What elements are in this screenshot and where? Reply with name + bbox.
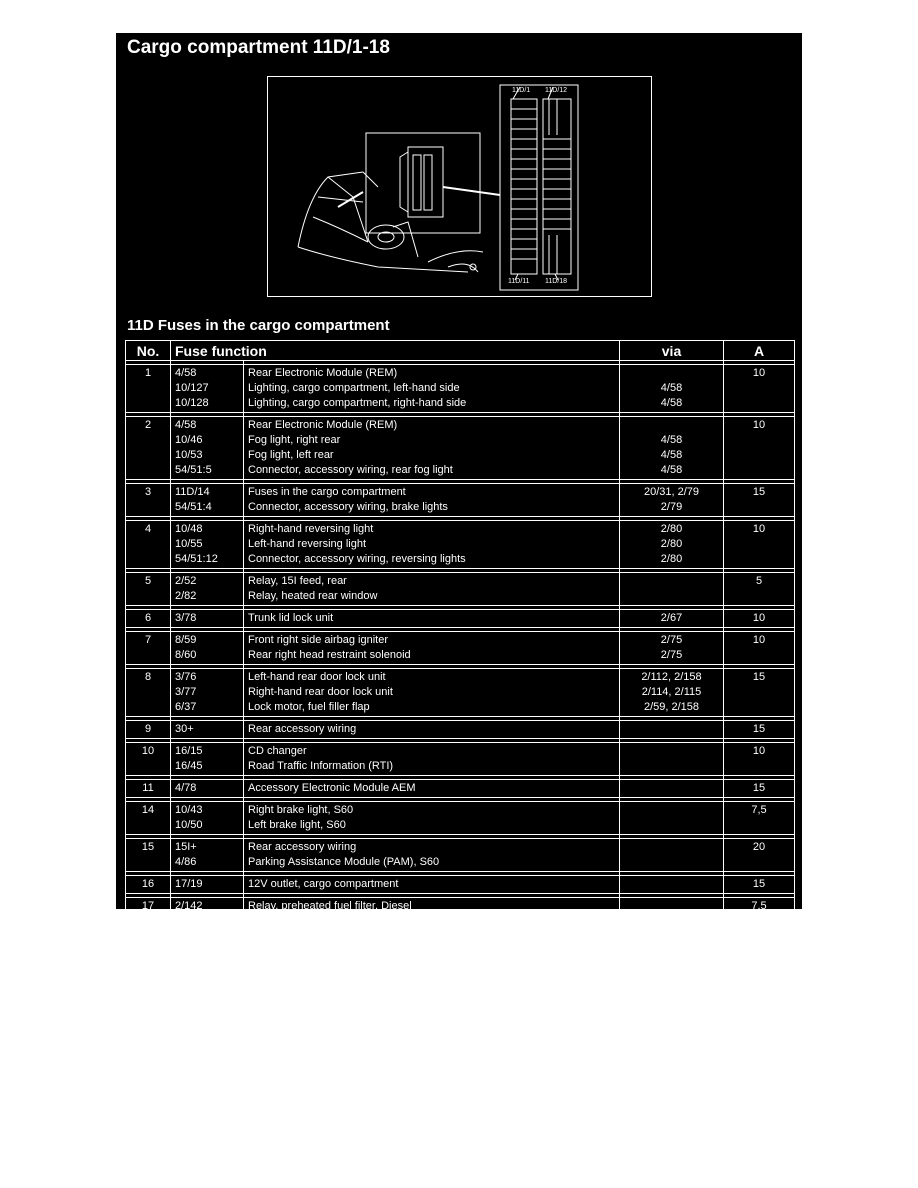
component-code: 3/76 [175, 671, 197, 683]
via-value [624, 744, 719, 759]
table-row [126, 721, 795, 739]
component-codes [171, 484, 244, 517]
via-values [620, 417, 724, 480]
component-code: 10/55 [175, 538, 203, 550]
via-value: 2/59, 2/158 [643, 701, 700, 713]
via-value: 2/80 [660, 538, 683, 550]
fuse-box-diagram [267, 76, 652, 297]
table-row [126, 417, 795, 480]
via-values [620, 780, 724, 798]
fuse-number: 7 [126, 632, 171, 665]
fuse-function: Preheated fuel filter, Diesel [248, 937, 380, 949]
amperage: 20 [724, 839, 795, 872]
amperage: 7,5 [724, 898, 795, 931]
table-row [126, 573, 795, 606]
component-code: 17/19 [175, 878, 203, 890]
via-value [624, 877, 719, 892]
amperage: 15 [724, 780, 795, 798]
component-codes [171, 573, 244, 606]
fuse-function: Fog light, right rear [248, 434, 341, 446]
header-fuse-function: Fuse function [171, 341, 620, 361]
fuse-function-descriptions [244, 632, 620, 665]
fuse-function: Road Traffic Information (RTI) [248, 760, 394, 772]
via-value: 20/31, 2/79 [643, 486, 700, 498]
fuse-function: Fog light, left rear [248, 449, 334, 461]
fuse-function: Fuses in the cargo compartment [248, 486, 406, 498]
via-value: 2/80 [660, 553, 683, 565]
fuse-function: Right-hand rear door lock unit [248, 686, 393, 698]
via-values [620, 521, 724, 569]
component-codes [171, 780, 244, 798]
via-values [620, 898, 724, 931]
component-code: 8/60 [175, 649, 197, 661]
via-value [624, 899, 719, 914]
fuse-function-descriptions [244, 839, 620, 872]
via-value [624, 803, 719, 818]
via-value [624, 818, 719, 833]
fuse-function: Accessory Electronic Module AEM [248, 782, 416, 794]
amperage: 10 [724, 743, 795, 776]
via-value: 4/58 [660, 434, 683, 446]
amperage: 15 [724, 935, 795, 953]
component-codes [171, 876, 244, 894]
fuse-function-descriptions [244, 669, 620, 717]
table-row [126, 632, 795, 665]
fuse-function: CD changer [248, 745, 307, 757]
component-code: 54/51:12 [175, 553, 218, 565]
amperage: 15 [724, 721, 795, 739]
fuse-number: 15 [126, 839, 171, 872]
fuse-function-descriptions [244, 610, 620, 628]
fuse-function: Front right side airbag igniter [248, 634, 389, 646]
via-value [624, 781, 719, 796]
fuse-function: Right-hand reversing light [248, 523, 374, 535]
fuse-number: 6 [126, 610, 171, 628]
component-codes [171, 521, 244, 569]
via-value: 2/75 [660, 649, 683, 661]
table-row [126, 898, 795, 931]
fuse-function: Right brake light, S60 [248, 804, 354, 816]
table-row [126, 802, 795, 835]
component-code: 4/82 [175, 915, 197, 927]
fuse-function-descriptions [244, 876, 620, 894]
amperage: 15 [724, 669, 795, 717]
via-value: 2/67 [660, 612, 683, 624]
fuse-function-descriptions [244, 743, 620, 776]
via-values [620, 935, 724, 953]
fuse-function: Differential Electronic Module (DEM) [248, 915, 426, 927]
fuse-table-body [126, 361, 795, 953]
fuse-number: 4 [126, 521, 171, 569]
document-panel [116, 33, 802, 949]
via-value: 4/58 [660, 464, 683, 476]
fuse-function: Relay, preheated fuel filter, Diesel [248, 900, 412, 912]
component-code: 4/78 [175, 782, 197, 794]
component-code: 2/142 [175, 900, 203, 912]
fuse-function-descriptions [244, 898, 620, 931]
fuse-function: Rear accessory wiring [248, 841, 357, 853]
fuse-box-illustration [268, 77, 653, 298]
amperage: 10 [724, 521, 795, 569]
fuse-function: Rear Electronic Module (REM) [248, 419, 398, 431]
amperage: 10 [724, 610, 795, 628]
fuse-table [125, 340, 795, 953]
via-values [620, 721, 724, 739]
via-value [624, 366, 719, 381]
component-codes [171, 802, 244, 835]
table-row [126, 780, 795, 798]
via-values [620, 669, 724, 717]
component-code: 4/58 [175, 419, 197, 431]
table-row [126, 876, 795, 894]
table-row [126, 935, 795, 953]
via-value: 2/114, 2/115 [641, 686, 702, 698]
component-codes [171, 632, 244, 665]
fuse-function: Rear Electronic Module (REM) [248, 367, 398, 379]
via-value: 4/58 [660, 382, 683, 394]
amperage: 10 [724, 632, 795, 665]
via-values [620, 610, 724, 628]
amperage: 15 [724, 876, 795, 894]
fuse-function: Connector, accessory wiring, rear fog light [248, 464, 453, 476]
component-code: 10/53 [175, 449, 203, 461]
amperage: 10 [724, 417, 795, 480]
component-code: 6/37 [175, 701, 197, 713]
via-value [624, 722, 719, 737]
component-code: 3/77 [175, 686, 197, 698]
label-11d-18: 11D/18 [545, 278, 568, 285]
via-values [620, 839, 724, 872]
fuse-function: Rear right head restraint solenoid [248, 649, 411, 661]
component-codes [171, 365, 244, 413]
component-code: 10/50 [175, 819, 203, 831]
via-value: 2/79 [660, 501, 683, 513]
fuse-function: Connector, accessory wiring, reversing lights [248, 553, 466, 565]
fuse-number: 2 [126, 417, 171, 480]
component-code: 30+ [175, 723, 194, 735]
component-code: 15I+ [175, 841, 197, 853]
table-row [126, 839, 795, 872]
fuse-function: Left-hand rear door lock unit [248, 671, 386, 683]
component-codes [171, 839, 244, 872]
component-code: 54/51:5 [175, 464, 212, 476]
component-code: 4/86 [175, 856, 197, 868]
component-code: 11D/14 [175, 486, 210, 498]
header-via: via [620, 341, 724, 361]
component-codes [171, 935, 244, 953]
fuse-number: 14 [126, 802, 171, 835]
component-code: 10/128 [175, 397, 209, 409]
fuse-function: Parking Assistance Module (PAM), S60 [248, 856, 440, 868]
via-values [620, 573, 724, 606]
fuse-function-descriptions [244, 721, 620, 739]
page-title: Cargo compartment 11D/1-18 [127, 37, 390, 58]
table-header-row [126, 341, 795, 361]
component-codes [171, 721, 244, 739]
fuse-function-descriptions [244, 935, 620, 953]
component-codes [171, 898, 244, 931]
amperage: 5 [724, 573, 795, 606]
via-values [620, 484, 724, 517]
fuse-number: 17 [126, 898, 171, 931]
fuse-function: Left-hand reversing light [248, 538, 367, 550]
fuse-function-descriptions [244, 484, 620, 517]
amperage: 15 [724, 484, 795, 517]
amperage: 10 [724, 365, 795, 413]
via-values [620, 743, 724, 776]
component-code: 3/78 [175, 612, 197, 624]
fuse-number: 18 [126, 935, 171, 953]
fuse-function-descriptions [244, 802, 620, 835]
fuse-function-descriptions [244, 780, 620, 798]
via-value: 2/75 [660, 634, 683, 646]
fuse-function: Lighting, cargo compartment, left-hand side [248, 382, 460, 394]
fuse-function: Left brake light, S60 [248, 819, 346, 831]
fuse-function: Relay, 15I feed, rear [248, 575, 347, 587]
label-11d-1: 11D/1 [512, 87, 531, 94]
fuse-number: 9 [126, 721, 171, 739]
via-value: 2/112, 2/158 [641, 671, 702, 683]
table-row [126, 484, 795, 517]
fuse-number: 5 [126, 573, 171, 606]
component-code: 10/43 [175, 804, 203, 816]
via-value: 2/142 [657, 937, 686, 949]
fuse-function: Connector, accessory wiring, brake lights [248, 501, 448, 513]
via-value: 2/80 [660, 523, 683, 535]
via-value [624, 418, 719, 433]
fuse-number: 10 [126, 743, 171, 776]
fuse-function: Rear accessory wiring [248, 723, 357, 735]
table-row [126, 610, 795, 628]
amperage: 7,5 [724, 802, 795, 835]
via-value: 4/58 [660, 397, 683, 409]
fuse-function: Trunk lid lock unit [248, 612, 334, 624]
component-codes [171, 743, 244, 776]
fuse-number: 3 [126, 484, 171, 517]
via-values [620, 802, 724, 835]
component-code: 10/48 [175, 523, 203, 535]
component-code: 54/51:4 [175, 501, 212, 513]
via-value [624, 759, 719, 774]
header-no: No. [126, 341, 171, 361]
table-row [126, 365, 795, 413]
component-code: 16/45 [175, 760, 203, 772]
fuse-function: Lighting, cargo compartment, right-hand side [248, 397, 467, 409]
fuse-function-descriptions [244, 573, 620, 606]
header-amperage: A [724, 341, 795, 361]
via-values [620, 632, 724, 665]
via-value [624, 589, 719, 604]
table-row [126, 743, 795, 776]
component-code: 10/127 [175, 382, 209, 394]
component-code: 9/38 [175, 937, 197, 949]
table-row [126, 669, 795, 717]
component-codes [171, 417, 244, 480]
via-value [624, 840, 719, 855]
table-row [126, 521, 795, 569]
fuse-number: 11 [126, 780, 171, 798]
fuse-number: 1 [126, 365, 171, 413]
via-value [624, 574, 719, 589]
via-values [620, 365, 724, 413]
component-code: 10/46 [175, 434, 203, 446]
fuse-function-descriptions [244, 521, 620, 569]
component-code: 2/52 [175, 575, 197, 587]
fuse-function: Lock motor, fuel filler flap [248, 701, 370, 713]
fuse-function-descriptions [244, 417, 620, 480]
component-code: 8/59 [175, 634, 197, 646]
via-value [624, 914, 719, 929]
fuse-function: Relay, heated rear window [248, 590, 378, 602]
fuse-number: 16 [126, 876, 171, 894]
section-title: 11D Fuses in the cargo compartment [127, 317, 390, 334]
component-code: 4/58 [175, 367, 197, 379]
component-codes [171, 610, 244, 628]
component-code: 16/15 [175, 745, 203, 757]
label-11d-11: 11D/11 [508, 278, 530, 285]
label-11d-12: 11D/12 [545, 87, 568, 94]
fuse-function-descriptions [244, 365, 620, 413]
component-code: 2/82 [175, 590, 197, 602]
via-value: 4/58 [660, 449, 683, 461]
fuse-function: 12V outlet, cargo compartment [248, 878, 399, 890]
via-value [624, 855, 719, 870]
fuse-number: 8 [126, 669, 171, 717]
via-values [620, 876, 724, 894]
component-codes [171, 669, 244, 717]
